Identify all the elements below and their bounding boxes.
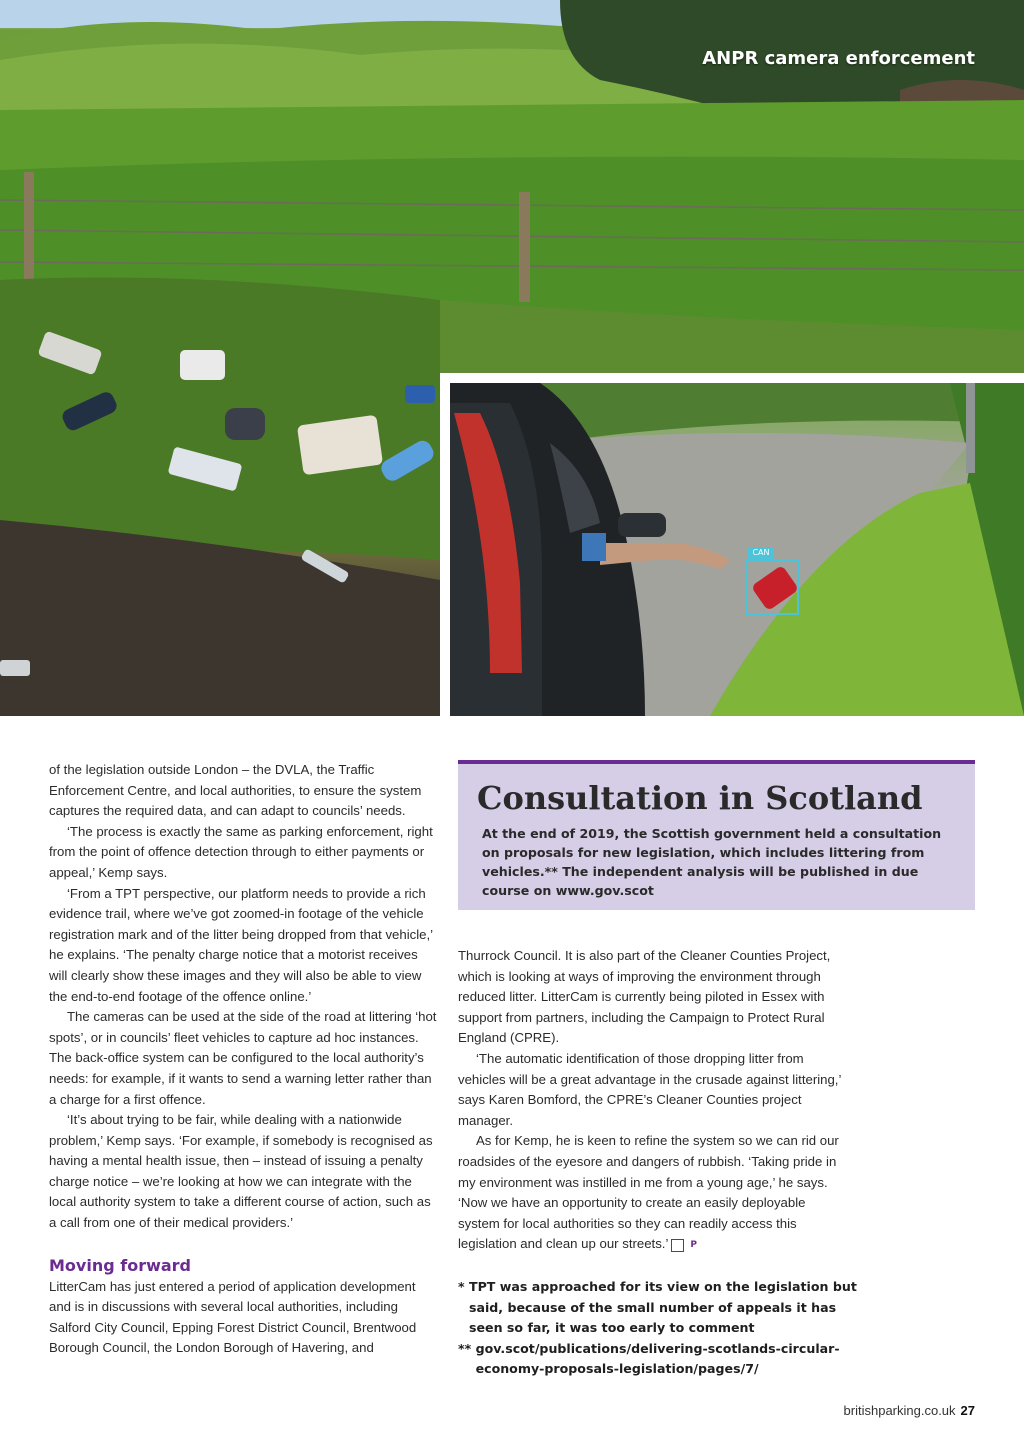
paragraph-text: As for Kemp, he is keen to refine the system so we can rid our roadsides of the eyesore and dangers of rubbish. ‘Taking pride in my environment was instilled in me from a young age,’ he says. ‘Now we have an opportunity to create an easily deployable system for local authorities so they can readily access this legislation and clean up our streets.’ [458,1133,839,1252]
subheading: Moving forward [49,1255,192,1275]
paragraph: Thurrock Council. It is also part of the Cleaner Counties Project, which is looking at ways of improving the environment through reduced litter. LitterCam is currently being piloted in Essex with support from partners, including the Campaign to Protect Rural England (CPRE). [458,948,831,1046]
footnote [458,1277,858,1339]
website-url[interactable]: britishparking.co.uk [843,1403,956,1418]
footnote-link[interactable]: gov.scot/publications/delivering-scotlands-circular-economy-proposals-legislation/pages/7/ [475,1340,840,1376]
footnote-mark: * [458,1279,469,1294]
section-tag: ANPR camera enforcement [702,48,975,69]
right-column [458,946,850,1255]
car-scene [450,383,1024,716]
page-footer [844,1403,975,1418]
left-column [49,760,439,1359]
page-number: 27 [960,1403,975,1418]
paragraph: The cameras can be used at the side of the road at littering ‘hot spots’, or in councils’ fleet vehicles to capture ad hoc instances. The back-office system can be configured to the local authority’s needs: for example, if it wants to send a warning letter rather than a charge for a first offence. [49,1009,437,1107]
detection-bounding-box [746,560,799,615]
detection-label: CAN [748,547,774,559]
consultation-sidebar [458,760,975,910]
paragraph: ‘The automatic identification of those dropping litter from vehicles will be a great advantage in the crusade against littering,’ says Karen Bomford, the CPRE’s Cleaner Counties project manager. [458,1050,841,1128]
footnote [458,1339,858,1380]
sidebar-body: At the end of 2019, the Scottish government held a consultation on proposals for new legislation, which includes littering from vehicles.** The independent analysis will be published in due course on www.gov.scot [482,826,942,898]
footnote-text: TPT was approached for its view on the legislation but said, because of the small number of appeals it has seen so far, it was too early to comment [468,1279,857,1335]
footnote-mark: ** [458,1340,476,1356]
car-littering-photo [450,383,1024,716]
inset-photo [440,373,1024,716]
paragraph: ‘From a TPT perspective, our platform needs to provide a rich evidence trail, where we’ve got zoomed-in footage of the vehicle registration mark and of the litter being dropped from that vehicle,’ he explains. ‘The penalty charge notice that a motorist receives will clearly show these images and they will also be able to view the end-to-end footage of the offence online.’ [49,885,433,1004]
paragraph: ‘It’s about trying to be fair, while dealing with a nationwide problem,’ Kemp says. ‘For example, if somebody is recognised as having a mental health issue, then – instead of issuing a penalty charge notice – we’re looking at how we can integrate with the local authority system to take a different course of action, such as a call from one of their medical providers.’ [49,1112,433,1231]
end-of-article-mark: P [671,1239,684,1252]
footnotes [458,1277,858,1380]
paragraph: ‘The process is exactly the same as parking enforcement, right from the point of offence detection through to either payments or appeal,’ Kemp says. [49,823,433,880]
paragraph: of the legislation outside London – the DVLA, the Traffic Enforcement Centre, and local authorities, to ensure the system captures the required data, and can adapt to councils’ needs. [49,762,422,819]
sidebar-title: Consultation in Scotland [477,779,923,817]
paragraph: LitterCam has just entered a period of application development and is in discussions with several local authorities, including Salford City Council, Epping Forest District Council, Brentwood Borough Council, the London Borough of Havering, and [49,1278,417,1356]
paragraph-final [458,1131,850,1255]
